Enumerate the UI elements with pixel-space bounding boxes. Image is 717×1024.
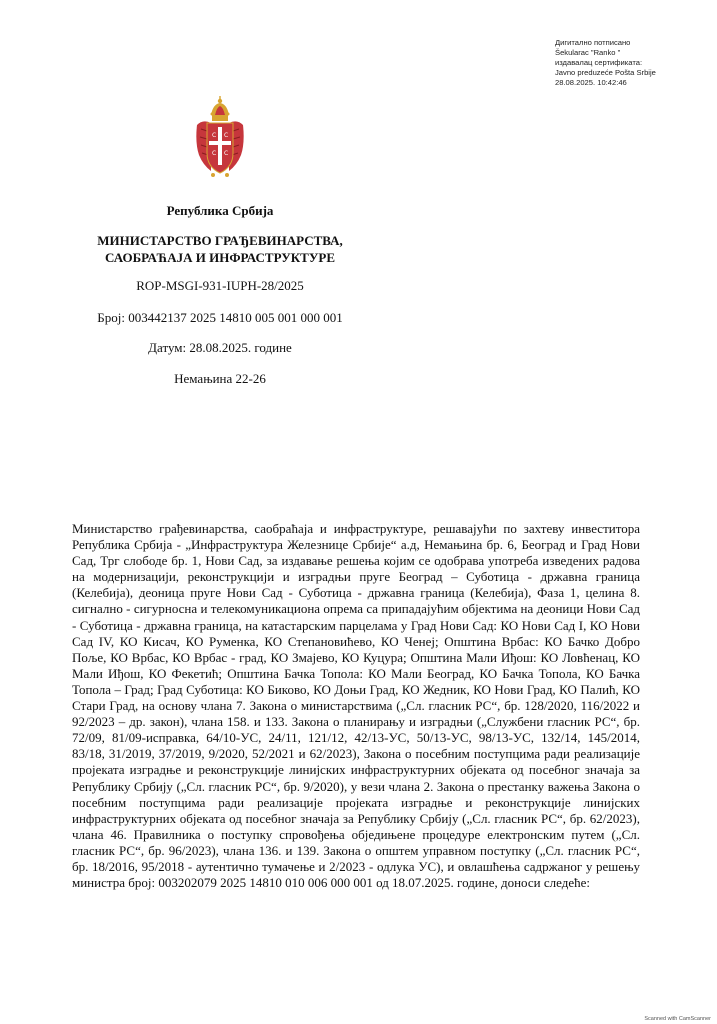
- country-name: Република Србија: [166, 203, 274, 218]
- body-paragraph: Министарство грађевинарства, саобраћаја и инфраструктуре, решавајући по захтеву инвеститора Република Србија - „Инфраструктура Железнице Србије“ а.д, Немањина бр. 6, Београд и Град Нови Сад, Трг слободе бр. 1, Нови Сад, за издавање решења којим се одобрава употреба изведених радова на модернизацији, реконструкцији и изградњи пруге Београд – Суботица - државна граница (Келебија), деоница пруге Нови Сад - Суботица - државна граница (Келебија), Фаза 1, целина 8. сигнално - сигурносна и телекомуникациона опрема са припадајућим објектима на деоници Нови Сад - Суботица - државна граница, на катастарским парцелама у Град Нови Сад: КО Нови Сад I, КО Нови Сад IV, КО Кисач, КО Руменка, КО Степановићево, КО Ченеј; Општина Врбас: КО Бачко Добро Поље, КО Врбас, КО Врбас - град, КО Змајево, КО Куцура; Општина Мали Иђош: КО Ловћенац, КО Мали Иђош, КО Фекетић; Општина Бачка Топола: КО Мали Београд, КО Бачка Топола, КО Бачка Топола – Град; Град Суботица: КО Биково, КО Доњи Град, КО Жедник, КО Нови Град, КО Палић, КО Стари Град, на основу члана 7. Закона о министарствима („Сл. гласник РС“, бр. 128/2020, 116/2022 и 92/2023 – др. закон), члана 158. и 133. Закона о планирању и изградњи („Службени гласник РС“, бр. 72/09, 81/09-исправка, 64/10-УС, 24/11, 121/12, 42/13-УС, 50/13-УС, 98/13-УС, 132/14, 145/2014, 83/18, 31/2019, 37/2019, 9/2020, 52/2021 и 62/2023), Закона о посебним поступцима ради реализације пројеката изградње и реконструкције линијских инфраструктурних објеката од посебног значаја за Републику Србију („Сл. гласник РС“, бр. 9/2020), у вези члана 2. Закона о престанку важења Закона о посебним поступцима ради реализације пројеката изградње и реконструкције линијских инфраструктурних објеката од посебног значаја за Републику Србију („Сл. гласник РС“, бр. 62/2023), члана 46. Правилника о поступку спровођења обједињене процедуре електронским путем („Сл. гласник РС“, бр. 96/2023), члана 136. и 139. Закона о општем управном поступку („Сл. гласник РС“, бр. 18/2016, 95/2018 - аутентично тумачење и 2/2023 - одлука УС), и овлашћења садржаног у решењу министра број: 003202079 2025 14810 010 006 000 001 од 18.07.2025. године, доноси следеће:: [72, 521, 640, 891]
- signature-line: Javno preduzeće Pošta Srbije: [555, 68, 656, 77]
- svg-text:С: С: [224, 132, 229, 139]
- scanner-watermark: Scanned with CamScanner: [644, 1016, 711, 1022]
- ministry-line: САОБРАЋАЈА И ИНФРАСТРУКТУРЕ: [104, 250, 335, 265]
- svg-text:С: С: [224, 150, 229, 157]
- signature-line: Дигитално потписано: [555, 38, 631, 47]
- rop-reference: ROP-MSGI-931-IUPH-28/2025: [136, 278, 304, 293]
- signature-line: издавалац сертификата:: [555, 58, 643, 67]
- ministry-name: [68, 232, 372, 266]
- signature-line: Šekularac "Ranko ": [555, 48, 621, 57]
- document-date: Датум: 28.08.2025. године: [148, 340, 292, 355]
- svg-text:С: С: [212, 132, 217, 139]
- digital-signature-block: [555, 38, 705, 88]
- document-number: Број: 003442137 2025 14810 005 001 000 001: [97, 310, 343, 325]
- coat-of-arms-emblem: [193, 95, 247, 179]
- ministry-line: МИНИСТАРСТВО ГРАЂЕВИНАРСТВА,: [97, 233, 343, 248]
- svg-text:С: С: [212, 150, 217, 157]
- signature-line: 28.08.2025. 10:42:46: [555, 78, 627, 87]
- ministry-address: Немањина 22-26: [174, 371, 266, 386]
- crown-icon: [211, 96, 230, 121]
